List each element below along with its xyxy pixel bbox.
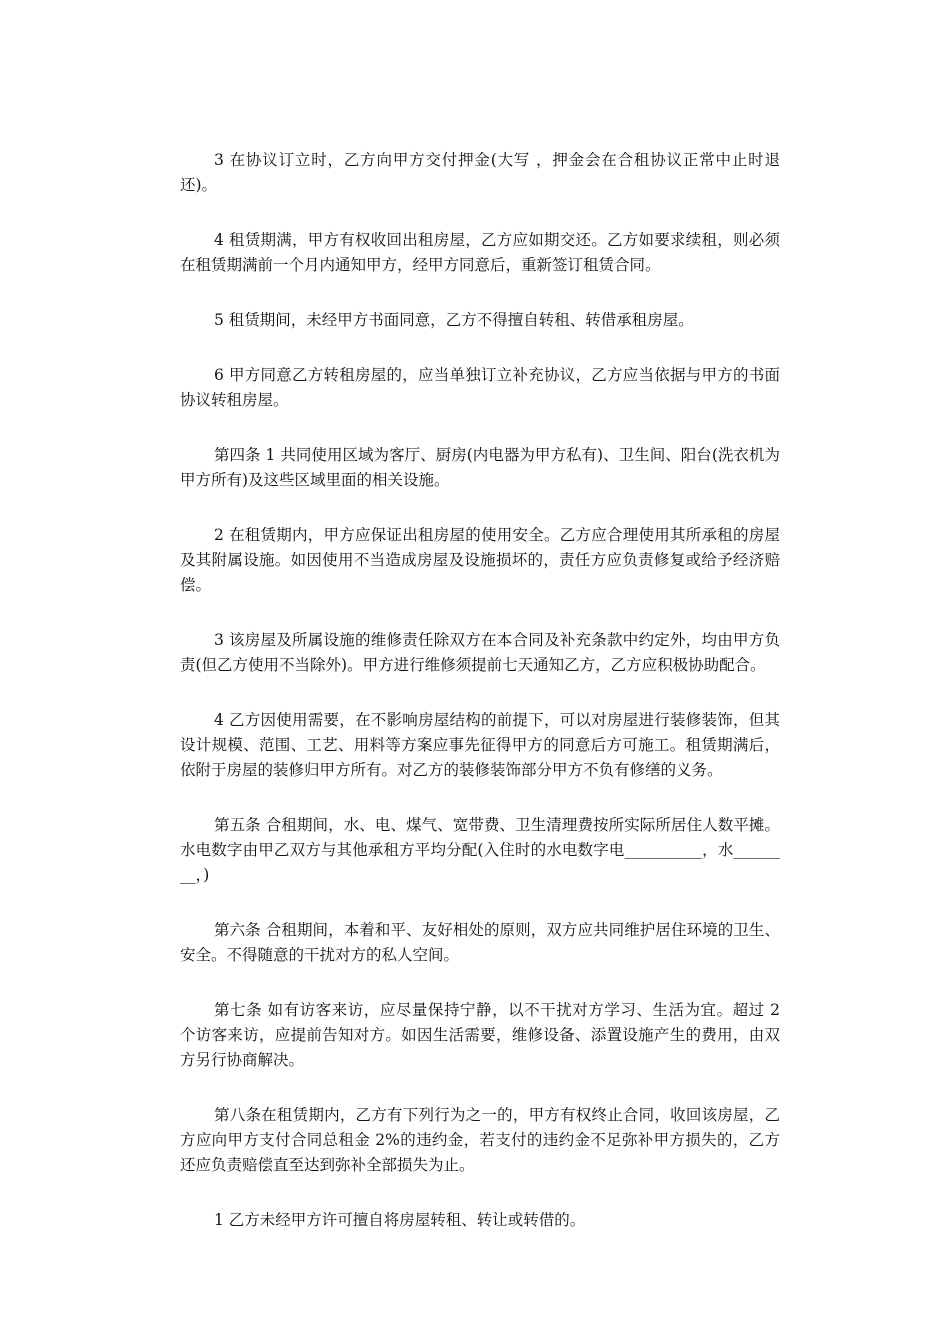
paragraph-lease-expiry: 4 租赁期满，甲方有权收回出租房屋，乙方应如期交还。乙方如要求续租，则必须在租赁期满前一个月内通知甲方，经甲方同意后，重新签订租赁合同。 (180, 231, 780, 274)
paragraph-no-sublet: 5 租赁期间，未经甲方书面同意，乙方不得擅自转租、转借承租房屋。 (214, 311, 694, 329)
document-body (180, 148, 780, 1233)
paragraph-article-4-shared-areas: 第四条 1 共同使用区域为客厅、厨房(内电器为甲方私有)、卫生间、阳台(洗衣机为甲方所有)及这些区域里面的相关设施。 (180, 446, 780, 489)
paragraph-breach-1: 1 乙方未经甲方许可擅自将房屋转租、转让或转借的。 (214, 1211, 586, 1229)
paragraph-article-5-utilities: 第五条 合租期间，水、电、煤气、宽带费、卫生清理费按所实际所居住人数平摊。 水电数字由甲乙双方与其他承租方平均分配(入住时的水电数字电__________，水________，) (180, 816, 780, 884)
paragraph-article-7-visitors: 第七条 如有访客来访，应尽量保持宁静，以不干扰对方学习、生活为宜。超过 2 个访客来访，应提前告知对方。如因生活需要，维修设备、添置设施产生的费用，由双方另行协商解决。 (180, 1001, 780, 1069)
paragraph-sublet-agreement: 6 甲方同意乙方转租房屋的，应当单独订立补充协议，乙方应当依据与甲方的书面协议转租房屋。 (180, 366, 780, 409)
paragraph-usage-safety: 2 在租赁期内，甲方应保证出租房屋的使用安全。乙方应合理使用其所承租的房屋及其附属设施。如因使用不当造成房屋及设施损坏的，责任方应负责修复或给予经济赔偿。 (180, 526, 780, 594)
paragraph-maintenance: 3 该房屋及所属设施的维修责任除双方在本合同及补充条款中约定外，均由甲方负责(但乙方使用不当除外)。甲方进行维修须提前七天通知乙方，乙方应积极协助配合。 (180, 631, 780, 674)
paragraph-article-6-environment: 第六条 合租期间，本着和平、友好相处的原则，双方应共同维护居住环境的卫生、安全。不得随意的干扰对方的私人空间。 (180, 921, 780, 964)
paragraph-article-8-termination: 第八条在租赁期内，乙方有下列行为之一的，甲方有权终止合同，收回该房屋，乙方应向甲方支付合同总租金 2%的违约金，若支付的违约金不足弥补甲方损失的，乙方还应负责赔偿直至达到弥补全部损失为止。 (180, 1106, 780, 1174)
paragraph-decoration: 4 乙方因使用需要，在不影响房屋结构的前提下，可以对房屋进行装修装饰，但其设计规模、范围、工艺、用料等方案应事先征得甲方的同意后方可施工。租赁期满后，依附于房屋的装修归甲方所有。对乙方的装修装饰部分甲方不负有修缮的义务。 (180, 711, 780, 779)
paragraph-deposit: 3 在协议订立时，乙方向甲方交付押金(大写 ，押金会在合租协议正常中止时退还)。 (180, 151, 780, 194)
